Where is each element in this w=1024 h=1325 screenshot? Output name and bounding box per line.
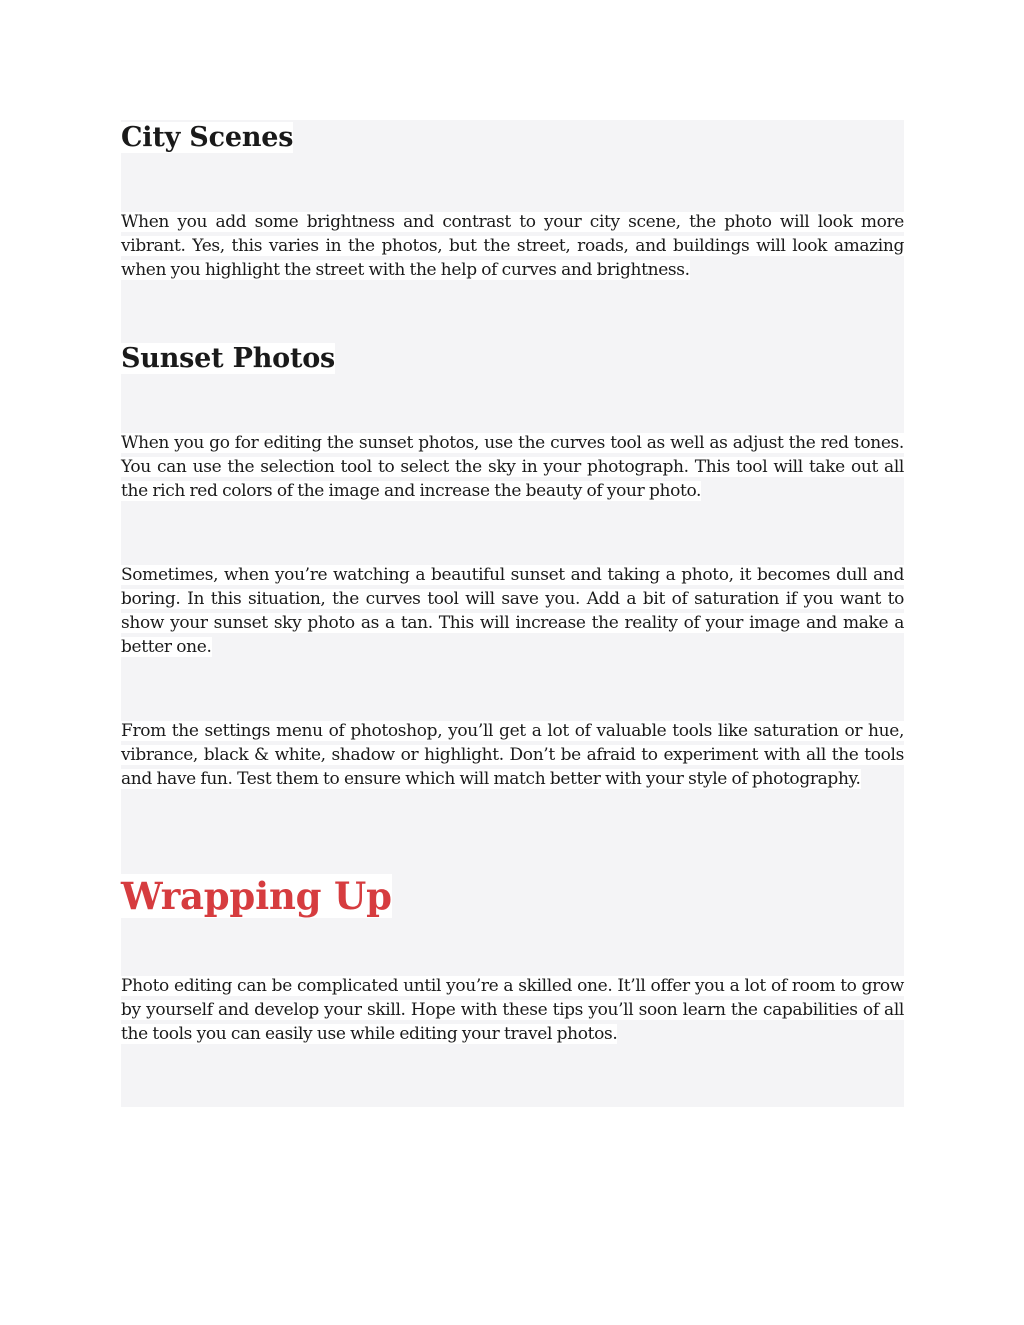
section-city-scenes	[121, 119, 904, 157]
paragraph	[121, 210, 904, 282]
section-heading-accent: Wrapping Up	[121, 874, 392, 918]
section-wrapping-up	[121, 871, 904, 921]
paragraph-text: From the settings menu of photoshop, you’ll get a lot of valuable tools like saturation or hue, vibrance, black & white, shadow or highlight. Don’t be afraid to experiment with all the tools and have fun. Test them to ensure which will match better with your style of photography.	[121, 721, 904, 789]
paragraph	[121, 974, 904, 1046]
section-sunset-photos	[121, 340, 904, 378]
paragraph-text: Photo editing can be complicated until you’re a skilled one. It’ll offer you a lot of room to grow by yourself and develop your skill. Hope with these tips you’ll soon learn the capabilities of all the tools you can easily use while editing your travel photos.	[121, 976, 904, 1044]
paragraph-text: When you add some brightness and contrast to your city scene, the photo will look more vibrant. Yes, this varies in the photos, but the street, roads, and buildings will look amazing when you highlight the street with the help of curves and brightness.	[121, 212, 904, 280]
paragraph-text: Sometimes, when you’re watching a beautiful sunset and taking a photo, it becomes dull and boring. In this situation, the curves tool will save you. Add a bit of saturation if you want to show your sunset sky photo as a tan. This will increase the reality of your image and make a better one.	[121, 565, 904, 657]
paragraph	[121, 719, 904, 791]
section-heading: City Scenes	[121, 122, 294, 153]
paragraph	[121, 563, 904, 659]
paragraph-text: When you go for editing the sunset photos, use the curves tool as well as adjust the red tones. You can use the selection tool to select the sky in your photograph. This tool will take out all the rich red colors of the image and increase the beauty of your photo.	[121, 433, 904, 501]
section-heading: Sunset Photos	[121, 343, 336, 374]
paragraph	[121, 431, 904, 503]
